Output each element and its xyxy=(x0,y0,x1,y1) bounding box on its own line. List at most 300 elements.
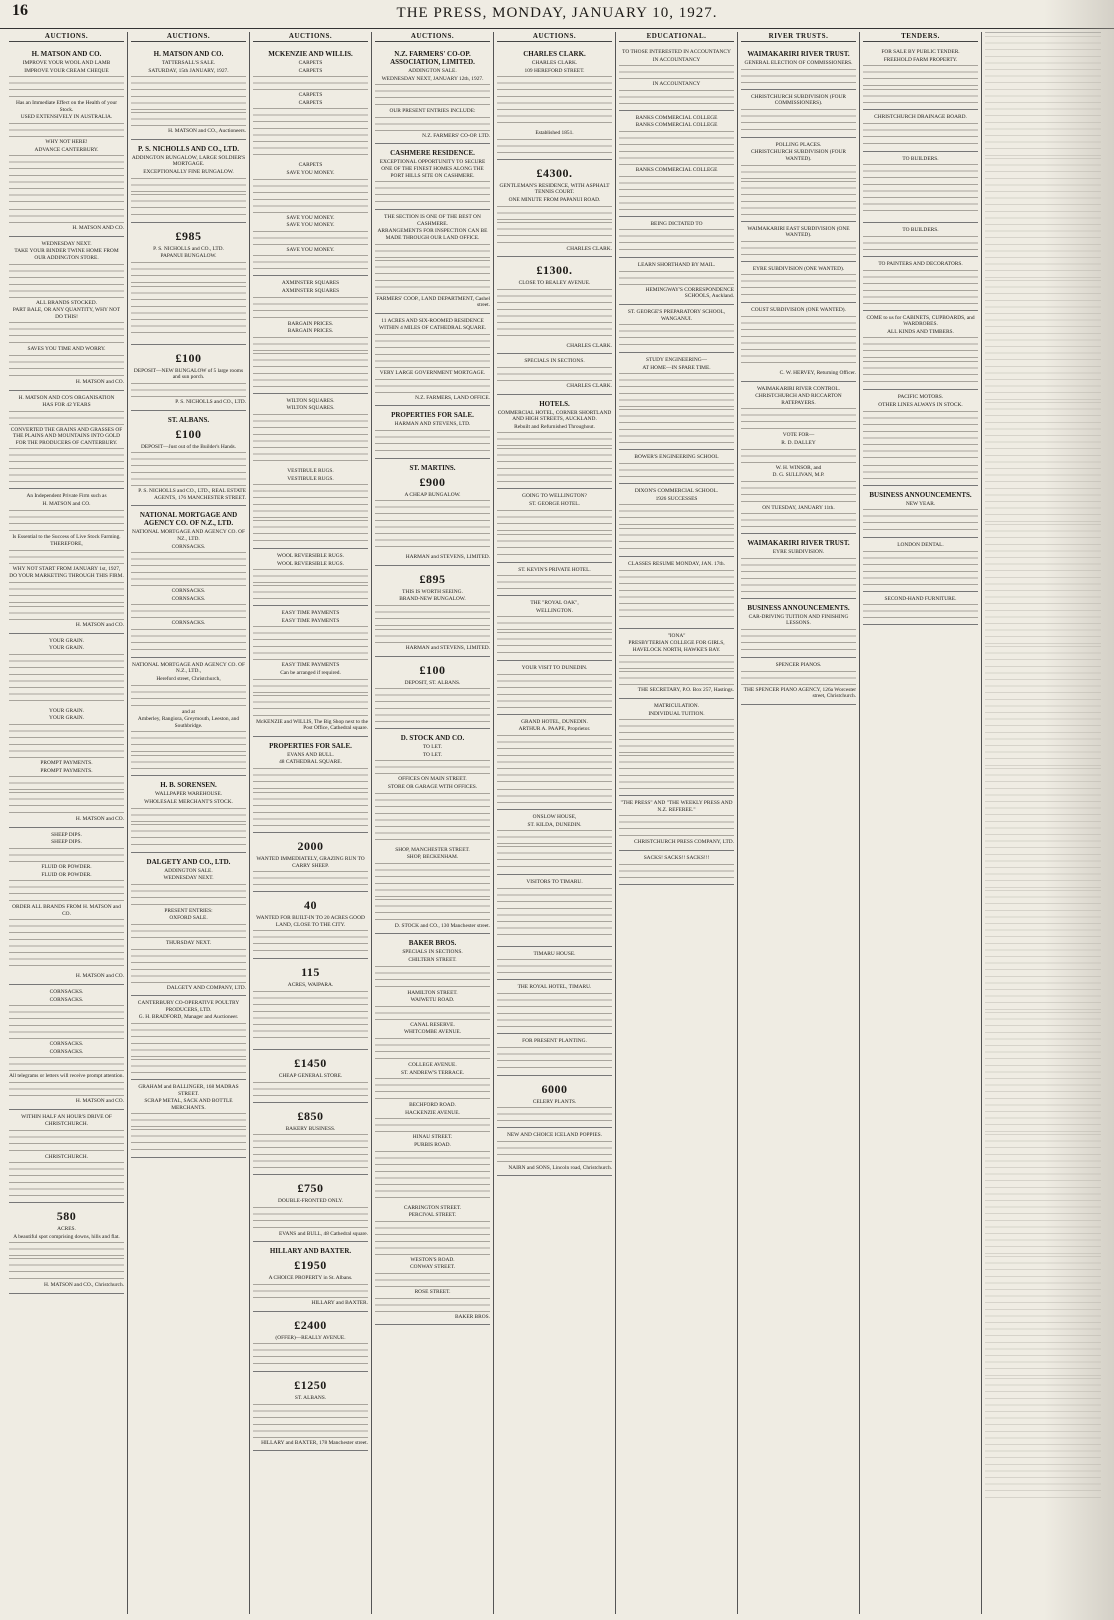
ad-signature: H. MATSON and CO. xyxy=(75,973,124,980)
ad-line: COLLEGE AVENUE. xyxy=(408,1061,457,1068)
body-text-block xyxy=(375,605,490,627)
ad-line: IN ACCOUNTANCY xyxy=(652,81,701,88)
ad-line: NEW YEAR. xyxy=(905,500,936,507)
body-text-block xyxy=(863,509,978,531)
advertisement xyxy=(863,311,978,391)
body-text-block xyxy=(375,334,490,368)
body-text-block xyxy=(863,65,978,87)
body-text-block xyxy=(253,1404,368,1438)
body-text-block xyxy=(619,719,734,753)
ad-line: WOOL REVERSIBLE RUGS. xyxy=(276,560,345,567)
ad-line: WEDNESDAY NEXT. xyxy=(41,240,92,247)
body-text-block xyxy=(863,123,978,145)
body-text-block xyxy=(131,884,246,906)
body-text-block xyxy=(9,848,124,862)
ad-signature: HILLARY and BAXTER. xyxy=(311,1299,368,1306)
advertisement xyxy=(619,557,734,629)
body-text-block xyxy=(131,949,246,983)
ad-signature: P. S. NICHOLLS and CO., LTD., REAL ESTATE AGENTS, 176 MANCHESTER STREET. xyxy=(138,488,246,501)
ad-line: Amberley, Rangiora, Greymouth, Leeston, and Southbridge. xyxy=(137,716,240,729)
ad-line: An Independent Private Firm such as xyxy=(26,493,107,500)
ad-display-figure: £100 xyxy=(175,426,202,441)
body-text-block xyxy=(741,316,856,368)
ad-line: PRESBYTERIAN COLLEGE FOR GIRLS, HAVELOCK NORTH, HAWKE'S BAY. xyxy=(628,640,725,653)
ad-line: WESTON'S ROAD. xyxy=(410,1256,455,1263)
ad-line: HAMILTON STREET. xyxy=(407,989,458,996)
advertisement xyxy=(741,534,856,599)
body-text-block xyxy=(253,679,368,693)
ad-signature: H. MATSON and CO. xyxy=(75,622,124,629)
ad-display-figure: £1450 xyxy=(294,1056,327,1070)
column-6 xyxy=(616,32,738,1614)
body-text-block xyxy=(9,1082,124,1096)
advertisement xyxy=(375,406,490,459)
body-text-block xyxy=(863,236,978,250)
body-text-block xyxy=(253,231,368,245)
ad-line: SHOP, BECKENHAM. xyxy=(406,854,459,861)
body-text-block xyxy=(9,606,124,620)
body-text-block xyxy=(619,324,734,346)
ad-line: H. MATSON and CO. xyxy=(42,501,91,508)
advertisement xyxy=(497,1076,612,1129)
body-text-block xyxy=(253,569,368,583)
ad-signature: FARMERS' COOP., LAND DEPARTMENT, Cashel street. xyxy=(376,295,490,309)
ad-line: ONE MINUTE FROM PAPANUI ROAD. xyxy=(508,196,601,203)
advertisement xyxy=(497,489,612,562)
ad-line: GENTLEMAN'S RESIDENCE, WITH ASPHALT TENNIS COURT. xyxy=(499,182,610,196)
ad-line: HINAU STREET. xyxy=(412,1134,453,1141)
body-text-block xyxy=(497,1107,612,1121)
ad-line: SAVES YOU TIME AND WORRY. xyxy=(27,346,106,353)
page-number: 16 xyxy=(12,2,28,19)
ad-line: 109 HEREFORD STREET. xyxy=(524,67,585,74)
body-text-block xyxy=(253,255,368,269)
body-text-block xyxy=(9,550,124,564)
ad-line: PURBIS ROAD. xyxy=(414,1141,451,1148)
ad-line: YOUR GRAIN. xyxy=(48,707,85,714)
body-text-block xyxy=(131,194,246,216)
ad-signature: H. MATSON and CO. xyxy=(75,816,124,823)
ad-line: DEPOSIT—NEW BUNGALOW of 5 large rooms and sun porch. xyxy=(133,367,244,381)
ad-signature: C. W. HERVEY, Returning Officer. xyxy=(779,369,856,376)
ad-line: SHOP, MANCHESTER STREET. xyxy=(395,846,470,853)
body-text-block xyxy=(741,513,856,527)
ad-line: AXMINSTER SQUARES xyxy=(281,280,340,287)
ad-line: CONVERTED THE GRAINS AND GRASSES OF THE PLAINS AND MOUNTAINS INTO GOLD FOR THE PRODUCERS OF CANTERBURY. xyxy=(10,426,123,446)
body-text-block xyxy=(863,465,978,479)
body-text-block xyxy=(131,755,246,769)
advertisement xyxy=(619,45,734,111)
advertisement xyxy=(253,606,368,737)
body-text-block xyxy=(253,297,368,319)
body-text-block xyxy=(375,1298,490,1312)
ad-line: CARPETS xyxy=(298,92,323,99)
ad-line: "THE PRESS" AND "THE WEEKLY PRESS AND N.Z. REFEREE." xyxy=(620,800,733,813)
ad-signature: HARMAN and STEVENS, LIMITED. xyxy=(405,554,490,561)
body-text-block xyxy=(863,164,978,216)
body-text-block xyxy=(497,830,612,844)
advertisement xyxy=(375,144,490,210)
body-text-block xyxy=(497,846,612,868)
body-text-block xyxy=(131,552,246,586)
body-text-block xyxy=(375,760,490,774)
ad-line: VISITORS TO TIMARU. xyxy=(526,879,583,886)
ad-line: IMPROVE YOUR WOOL AND LAMB xyxy=(22,60,111,66)
ad-line: BANKS COMMERCIAL COLLEGE xyxy=(635,114,718,121)
ad-line: SPENCER PIANOS. xyxy=(775,662,822,669)
ad-line: CORNSACKS. xyxy=(171,595,206,602)
ad-line: ST. GEORGE'S PREPARATORY SCHOOL, WANGANUI. xyxy=(627,308,726,322)
ad-line: ST. ANDREW'S TERRACE. xyxy=(400,1069,465,1076)
body-text-block xyxy=(253,179,368,213)
ad-display-figure: £1950 xyxy=(294,1258,327,1273)
ad-line: ACRES, WAIPARA. xyxy=(287,982,334,989)
body-text-block xyxy=(253,695,368,717)
ad-line: NEW AND CHOICE ICELAND POPPIES. xyxy=(507,1132,602,1139)
ad-line: CARRINGTON STREET. xyxy=(403,1204,462,1211)
advertisement xyxy=(741,382,856,535)
ad-line: WOOL REVERSIBLE RUGS. xyxy=(276,553,345,560)
ad-line: ST. KEVIN'S PRIVATE HOTEL. xyxy=(518,566,591,573)
ad-line: COUST SUBDIVISION (ONE WANTED). xyxy=(751,307,846,314)
body-text-block xyxy=(375,1038,490,1060)
body-text-block xyxy=(253,76,368,90)
column-heading: AUCTIONS. xyxy=(497,32,612,42)
ad-signature: THE SECRETARY, P.O. Box 257, Hastings. xyxy=(637,687,734,694)
body-text-block xyxy=(375,793,490,845)
body-text-block xyxy=(619,504,734,526)
ad-line: CARPETS xyxy=(298,60,323,66)
ad-line: WITHIN HALF AN HOUR'S DRIVE OF xyxy=(21,1113,112,1120)
ad-line: SAVE YOU MONEY. xyxy=(286,169,335,176)
ad-heading: CASHMERE RESIDENCE. xyxy=(390,149,475,158)
ad-heading: H. MATSON AND CO. xyxy=(153,50,224,58)
ad-signature: EVANS and BULL, 48 Cathedral square. xyxy=(279,1230,368,1237)
ad-line: THEREFORE, xyxy=(50,541,83,548)
ad-display-figure: £985 xyxy=(175,228,202,243)
ad-line: INDIVIDUAL TUITION. xyxy=(648,710,705,717)
ad-line: THE "ROYAL OAK", xyxy=(530,600,579,607)
ad-heading: HOTELS. xyxy=(539,399,570,408)
body-text-block xyxy=(375,1078,490,1100)
body-text-block xyxy=(375,966,490,988)
ad-line: GOING TO WELLINGTON? xyxy=(522,493,587,500)
ad-line: EVANS AND BULL. xyxy=(287,751,334,758)
body-text-block xyxy=(253,520,368,542)
body-text-block xyxy=(741,481,856,503)
ad-line: WHY NOT START FROM JANUARY 1st, 1927, xyxy=(12,565,121,572)
body-text-block xyxy=(741,671,856,685)
body-text-block xyxy=(9,355,124,377)
ad-line: OXFORD SALE. xyxy=(169,915,208,922)
column-8 xyxy=(860,32,982,1614)
ad-heading: H. MATSON AND CO. xyxy=(31,50,102,58)
body-text-block xyxy=(253,1207,368,1229)
ad-line: WAIWETU ROAD. xyxy=(410,997,455,1004)
ad-line: FLUID OR POWDER. xyxy=(41,871,92,878)
ad-signature: CHRISTCHURCH PRESS COMPANY, LTD. xyxy=(633,839,734,846)
ad-line: SACKS! SACKS!! SACKS!!! xyxy=(643,855,710,862)
body-text-block xyxy=(253,626,368,660)
ad-line: SCRAP METAL, SACK AND BOTTLE MERCHANTS. xyxy=(144,1098,233,1111)
ad-line: WAIMAKARIRI EAST SUBDIVISION (ONE WANTED). xyxy=(747,225,850,239)
advertisement xyxy=(253,1312,368,1373)
body-text-block xyxy=(253,484,368,518)
ad-line: LEARN SHORTHAND BY MAIL. xyxy=(637,262,716,269)
ad-heading: N.Z. FARMERS' CO-OP. ASSOCIATION, LIMITED. xyxy=(390,50,475,66)
ad-line: EASY TIME PAYMENTS xyxy=(281,617,340,624)
ad-line: DEPOSIT—Just out of the Builder's Hands. xyxy=(140,443,236,450)
ad-line: THE ROYAL HOTEL, TIMARU. xyxy=(517,984,592,991)
advertisement xyxy=(131,345,246,411)
body-text-block xyxy=(863,604,978,618)
advertisement xyxy=(497,980,612,1034)
ad-line: WILTON SQUARES. xyxy=(286,405,335,412)
ad-display-figure: 2000 xyxy=(297,839,324,854)
ad-line: TO PAINTERS AND DECORATORS. xyxy=(878,260,963,267)
ad-line: BAKERY BUSINESS. xyxy=(285,1125,336,1132)
column-4 xyxy=(372,32,494,1614)
body-text-block xyxy=(131,452,246,486)
advertisement xyxy=(741,599,856,658)
ad-line: YOUR GRAIN. xyxy=(48,715,85,722)
advertisement xyxy=(375,45,490,144)
advertisement xyxy=(131,1080,246,1158)
ad-line: EXCEPTIONALLY FINE BUNGALOW. xyxy=(143,168,234,175)
body-text-block xyxy=(619,864,734,878)
advertisement xyxy=(375,210,490,314)
advertisement xyxy=(863,390,978,485)
ad-line: CORNSACKS. xyxy=(49,1048,84,1055)
body-text-block xyxy=(741,274,856,296)
column-1 xyxy=(6,32,128,1614)
body-text-block xyxy=(619,463,734,477)
advertisement xyxy=(741,262,856,304)
ad-line: WANTED IMMEDIATELY, GRAZING RUN TO CARRY SHEEP. xyxy=(256,856,365,869)
body-text-block xyxy=(375,430,490,452)
ad-line: 11 ACRES AND SIX-ROOMED RESIDENCE xyxy=(381,317,484,324)
advertisement xyxy=(497,1034,612,1076)
ad-line: 1926 SUCCESSES xyxy=(655,495,698,502)
advertisement xyxy=(619,353,734,450)
advertisement xyxy=(619,699,734,796)
ad-line: TATTERSALL'S SALE. xyxy=(161,60,216,66)
ad-line: ARTHUR A. PAAPE, Proprietor. xyxy=(518,726,591,733)
ad-heading: DALGETY AND CO., LTD. xyxy=(146,857,231,866)
body-text-block xyxy=(131,629,246,651)
body-text-block xyxy=(253,1343,368,1365)
advertisement xyxy=(131,411,246,507)
ad-display-figure: 580 xyxy=(56,1209,77,1224)
body-text-block xyxy=(375,1006,490,1020)
body-text-block xyxy=(497,289,612,341)
ad-line: BECHFORD ROAD. xyxy=(409,1102,456,1109)
advertisement xyxy=(741,222,856,262)
ad-line: Rebuilt and Refurnished Throughout. xyxy=(514,423,595,430)
ad-line: Hereford street, Christchurch, xyxy=(156,676,221,683)
body-text-block xyxy=(131,112,246,126)
advertisement xyxy=(253,1103,368,1176)
advertisement xyxy=(619,111,734,217)
ad-line: COME to us for CABINETS, CUPBOARDS, and WARDROBES. xyxy=(866,314,975,328)
body-text-block xyxy=(497,735,612,787)
ad-line: CORNSACKS. xyxy=(49,1041,84,1048)
ad-line: CORNSACKS. xyxy=(49,988,84,995)
body-text-block xyxy=(9,209,124,223)
ad-line: CHEAP GENERAL STORE. xyxy=(278,1073,343,1079)
body-text-block xyxy=(9,1057,124,1071)
advertisement xyxy=(9,391,124,490)
advertisement xyxy=(9,489,124,633)
advertisement xyxy=(863,152,978,224)
body-text-block xyxy=(497,510,612,532)
ad-signature: CHARLES CLARK. xyxy=(566,382,612,389)
ad-line: AT HOME—IN SPARE TIME. xyxy=(642,364,711,371)
body-text-block xyxy=(375,84,490,106)
ad-line: NATIONAL MORTGAGE AND AGENCY CO. OF NZ., LTD. xyxy=(131,529,246,542)
ad-line: NATIONAL MORTGAGE AND AGENCY CO. OF N.Z., LTD., xyxy=(131,661,246,675)
ad-line: GRAHAM and BALLINGER, 168 MADRAS STREET. xyxy=(138,1083,239,1097)
ad-line: P. S. NICHOLLS and CO., LTD. xyxy=(153,245,224,252)
advertisement xyxy=(253,45,368,276)
ad-line: PERCIVAL STREET. xyxy=(408,1212,457,1219)
advertisement xyxy=(131,658,246,777)
ad-heading: BUSINESS ANNOUNCEMENTS. xyxy=(747,603,850,612)
advertisement xyxy=(497,596,612,661)
body-text-block xyxy=(9,1130,124,1152)
ad-line: FOR SALE BY PUBLIC TENDER. xyxy=(881,49,960,55)
body-text-block xyxy=(619,373,734,407)
body-text-block xyxy=(9,1162,124,1196)
body-text-block xyxy=(9,776,124,790)
body-text-block xyxy=(497,993,612,1027)
body-text-block xyxy=(863,411,978,463)
body-text-block xyxy=(9,724,124,758)
ad-line: HAS FOR 42 YEARS xyxy=(42,402,91,409)
body-text-block xyxy=(497,139,612,153)
ad-line: WELLINGTON. xyxy=(536,607,573,614)
body-text-block xyxy=(497,206,612,220)
body-text-block xyxy=(863,361,978,383)
body-text-block xyxy=(863,270,978,304)
ad-signature: D. STOCK and CO., 130 Manchester street. xyxy=(394,922,490,929)
body-text-block xyxy=(131,1129,246,1151)
advertisement xyxy=(253,276,368,393)
ad-line: CLASSES RESUME MONDAY, JAN. 17th. xyxy=(628,561,725,568)
advertisement xyxy=(619,796,734,851)
advertisement xyxy=(497,563,612,597)
advertisement xyxy=(131,853,246,997)
ad-line: D. G. SULLIVAN, M.P. xyxy=(772,472,825,479)
ad-line: ORDER ALL BRANDS FROM H. MATSON and CO. xyxy=(12,904,121,917)
ad-heading: BAKER BROS. xyxy=(408,939,457,948)
ad-line: YOUR GRAIN. xyxy=(48,637,85,644)
advertisement xyxy=(497,1128,612,1176)
ad-line: YOUR VISIT TO DUNEDIN. xyxy=(521,665,588,672)
ad-line: GRAND HOTEL, DUNEDIN. xyxy=(521,718,588,725)
advertisement xyxy=(9,634,124,828)
advertisement xyxy=(253,1050,368,1103)
body-text-block xyxy=(131,604,246,618)
ad-line: STORE OR GARAGE WITH OFFICES. xyxy=(387,784,478,791)
column-heading: AUCTIONS. xyxy=(131,32,246,42)
advertisement xyxy=(9,237,124,391)
ad-signature: H. MATSON AND CO. xyxy=(72,225,124,232)
ad-line: ACRES. xyxy=(57,1226,76,1233)
ad-heading: WAIMAKARIRI RIVER TRUST. xyxy=(747,50,850,58)
body-text-block xyxy=(9,264,124,298)
body-text-block xyxy=(253,1082,368,1096)
ad-display-figure: £1300. xyxy=(536,263,573,278)
ad-line: ROSE STREET. xyxy=(414,1288,451,1295)
ad-line: EASY TIME PAYMENTS xyxy=(281,610,340,617)
body-text-block xyxy=(253,1284,368,1298)
ad-line: AXMINSTER SQUARES xyxy=(281,287,340,294)
body-text-block xyxy=(619,528,734,550)
advertisement xyxy=(497,947,612,981)
body-text-block xyxy=(741,109,856,131)
ad-line: VOTE FOR— xyxy=(782,432,815,439)
ad-heading: H. B. SORENSEN. xyxy=(160,781,217,790)
body-text-block xyxy=(9,792,124,814)
body-text-block xyxy=(497,632,612,654)
page-edge-shadow xyxy=(1044,0,1114,1620)
ad-line: THE SECTION IS ONE OF THE BEST ON CASHMERE. xyxy=(384,214,481,227)
body-text-block xyxy=(131,731,246,753)
ad-line: CORNSACKS. xyxy=(171,620,206,627)
ad-line: CORNSACKS. xyxy=(171,543,206,550)
column-5 xyxy=(494,32,616,1614)
ad-line: A CHOICE PROPERTY in St. Albans. xyxy=(268,1275,353,1282)
ad-line: ST. KILDA, DUNEDIN. xyxy=(527,821,582,828)
body-text-block xyxy=(375,500,490,552)
column-heading: RIVER TRUSTS. xyxy=(741,32,856,42)
advertisement xyxy=(497,875,612,947)
masthead xyxy=(0,0,1114,29)
ad-line: TO LET. xyxy=(422,744,443,751)
ad-line: CONWAY STREET. xyxy=(409,1264,456,1271)
body-text-block xyxy=(9,1258,124,1280)
body-text-block xyxy=(9,582,124,604)
ad-line: TO LET. xyxy=(422,751,443,758)
ad-line: FREEHOLD FARM PROPERTY. xyxy=(883,56,958,63)
body-text-block xyxy=(131,178,246,192)
ad-line: SHEEP DIPS. xyxy=(51,831,82,838)
ad-line: OFFICES ON MAIN STREET. xyxy=(398,776,467,783)
body-text-block xyxy=(741,241,856,255)
advertisement xyxy=(375,314,490,406)
ad-line: PART BALE, OR ANY QUANTITY, WHY NOT DO THIS! xyxy=(12,307,121,320)
body-text-block xyxy=(131,286,246,338)
ad-heading: WAIMAKARIRI RIVER TRUST. xyxy=(747,539,850,548)
advertisement xyxy=(253,394,368,549)
ad-line: WEDNESDAY NEXT, JANUARY 12th, 1927. xyxy=(381,75,484,82)
ad-line: MATRICULATION. xyxy=(653,703,700,710)
body-text-block xyxy=(375,863,490,897)
ad-display-figure: £895 xyxy=(419,571,446,586)
ad-signature: H. MATSON and CO. xyxy=(75,378,124,385)
ad-line: SPECIALS IN SECTIONS. xyxy=(402,949,463,956)
advertisement xyxy=(375,934,490,1325)
advertisement xyxy=(131,140,246,223)
ad-line: TO THOSE INTERESTED IN ACCOUNTANCY xyxy=(622,49,731,55)
ad-line: VESTIBULE RUGS. xyxy=(287,475,334,482)
body-text-block xyxy=(863,551,978,585)
newspaper-title: THE PRESS, MONDAY, JANUARY 10, 1927. xyxy=(396,5,718,21)
ad-line: ON TUESDAY, JANUARY 11th. xyxy=(762,504,835,511)
body-text-block xyxy=(253,353,368,387)
ad-line: DEPOSIT, ST. ALBANS. xyxy=(404,679,461,686)
